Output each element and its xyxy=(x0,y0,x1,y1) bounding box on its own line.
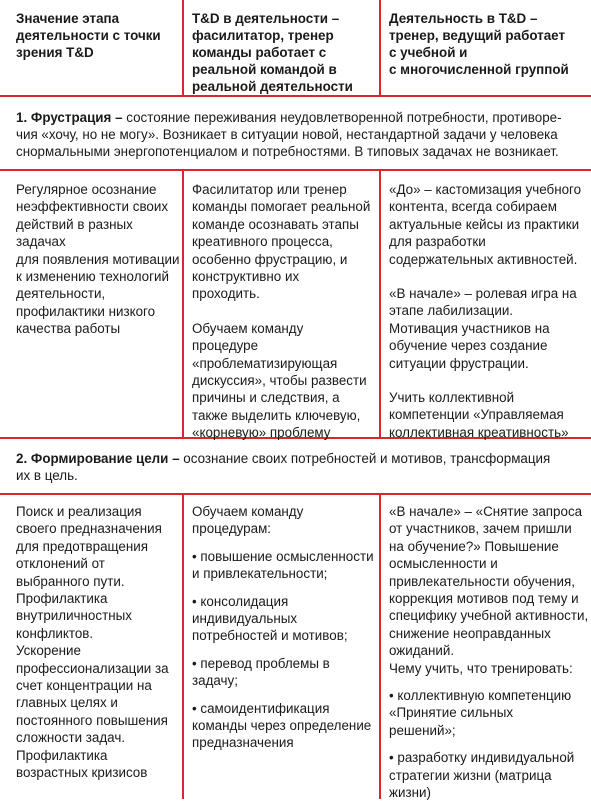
stage1-description: 1. Фрустрация – состояние переживания неудовлетворенной потребности, противоре- чия «хочу, но не могу». Возникает в ситуации новой, нестандартной задачи у человека снормальными энергопотенциалом и потребностями. В типовых задачах не возникает. xyxy=(16,110,562,160)
bullet-item: • повышение осмысленности xyxy=(192,548,374,564)
bullet-item: • самоидентификация xyxy=(192,700,330,716)
column-divider-2 xyxy=(379,493,381,799)
stage1-title: 1. Фрустрация – xyxy=(16,110,123,125)
stage1-col-1: Регулярное осознание неэффективности своих действий в разных задачах для появления мотивации к изменению технологий деятельности, профилактики низкого качества работы xyxy=(16,182,180,337)
stage2-col-2: Обучаем команду процедурам: • повышение осмысленности и привлекательности; • консолидация индивидуальных потребностей и мотивов; • перевод проблемы в задачу; • самоидентификация команды через определение предназначения xyxy=(192,503,378,752)
stage2-description: 2. Формирование цели – осознание своих потребностей и мотивов, трансформация их в цель. xyxy=(16,451,551,484)
stage1-col-2: Фасилитатор или тренер команды помогает реальной команде осознавать этапы креативного процесса, особенно фрустрацию, и конструктивно их проходить. Обучаем команду процедуре «проблематизирующая дискуссия», чтобы развести причины и следствия, а также выделить ключевую, «корневую» проблему xyxy=(192,182,371,441)
header-col-2: T&D в деятельности – фасилитатор, тренер команды работает с реальной командой в реальной деятельности xyxy=(192,11,353,94)
bullet-item: • разработку индивидуальной xyxy=(389,750,575,766)
header-bottom-rule xyxy=(0,95,591,97)
column-divider-1 xyxy=(182,169,184,439)
header-col-1: Значение этапа деятельности с точки зрения T&D xyxy=(16,11,161,60)
column-divider-1 xyxy=(182,493,184,799)
stage2-rule xyxy=(0,493,591,495)
stage1-col-3: «До» – кастомизация учебного контента, всегда собираем актуальные кейсы из практики для разработки содержательных активностей. «В начале» – ролевая игра на этапе лабилизации. Мотивация участников на обучение через создание ситуации фрустрации. Учить коллективной компетенции «Управляемая коллективная креативность» xyxy=(389,182,582,440)
column-divider-1 xyxy=(182,0,184,97)
bullet-item: • перевод проблемы в xyxy=(192,655,330,671)
bullet-item: • консолидация xyxy=(192,593,289,609)
header-col-3: Деятельность в T&D – тренер, ведущий работает с учебной и с многочисленной группой xyxy=(389,11,569,77)
column-divider-2 xyxy=(379,169,381,439)
stage1-rule xyxy=(0,169,591,171)
bullet-item: • коллективную компетенцию xyxy=(389,688,572,704)
stage2-col-1: Поиск и реализация своего предназначения для предотвращения отклонений от выбранного пути. Профилактика внутриличностных конфликтов. Ускорение профессионализации за счет концентрации на главных целях и постоянного повышения сложности задач. Профилактика возрастных кризисов xyxy=(16,504,169,781)
stage2-col-3: «В начале» – «Снятие запроса от участников, зачем пришли на обучение?» Повышение осмысленности и привлекательности обучения, коррекция мотивов под тему и специфику учебной активности, снижение неоправданных ожиданий. Чему учить, что тренировать: • коллективную компетенцию «Принятие сильных решений»; • разработку индивидуальной стратегии жизни (матрица жизни) xyxy=(389,504,589,801)
stage2-title: 2. Формирование цели – xyxy=(16,451,180,466)
column-divider-2 xyxy=(379,0,381,97)
